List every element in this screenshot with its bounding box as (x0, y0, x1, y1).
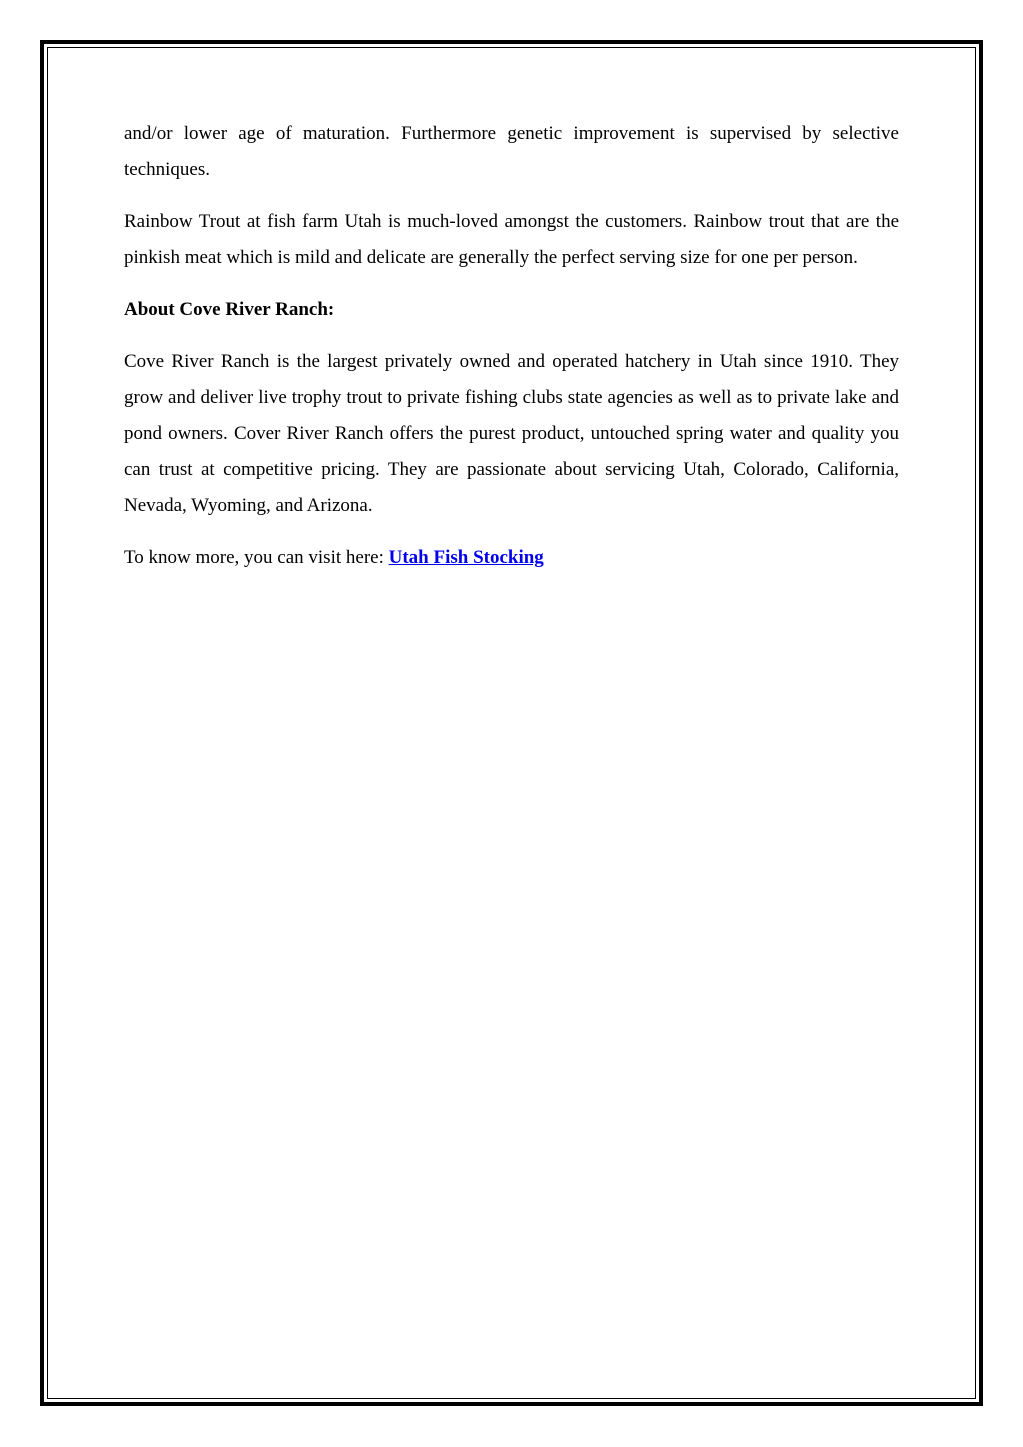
paragraph-about-ranch: Cove River Ranch is the largest privately owned and operated hatchery in Utah since 1910. They grow and deliver live trophy trout to private fishing clubs state agencies as well as to private lake and pond owners. Cover River Ranch offers the purest product, untouched spring water and quality you can trust at competitive pricing. They are passionate about servicing Utah, Colorado, California, Nevada, Wyoming, and Arizona. (124, 351, 899, 516)
utah-fish-stocking-link[interactable]: Utah Fish Stocking (388, 547, 544, 568)
closing-text: To know more, you can visit here: (124, 547, 389, 568)
document-body (124, 116, 899, 592)
closing-line (124, 540, 899, 576)
paragraph-rainbow-trout: Rainbow Trout at fish farm Utah is much-loved amongst the customers. Rainbow trout that are the pinkish meat which is mild and delicate are generally the perfect serving size for one per person. (124, 211, 899, 268)
heading-about: About Cove River Ranch: (124, 299, 335, 320)
paragraph-maturation: and/or lower age of maturation. Furthermore genetic improvement is supervised by selective techniques. (124, 123, 899, 180)
